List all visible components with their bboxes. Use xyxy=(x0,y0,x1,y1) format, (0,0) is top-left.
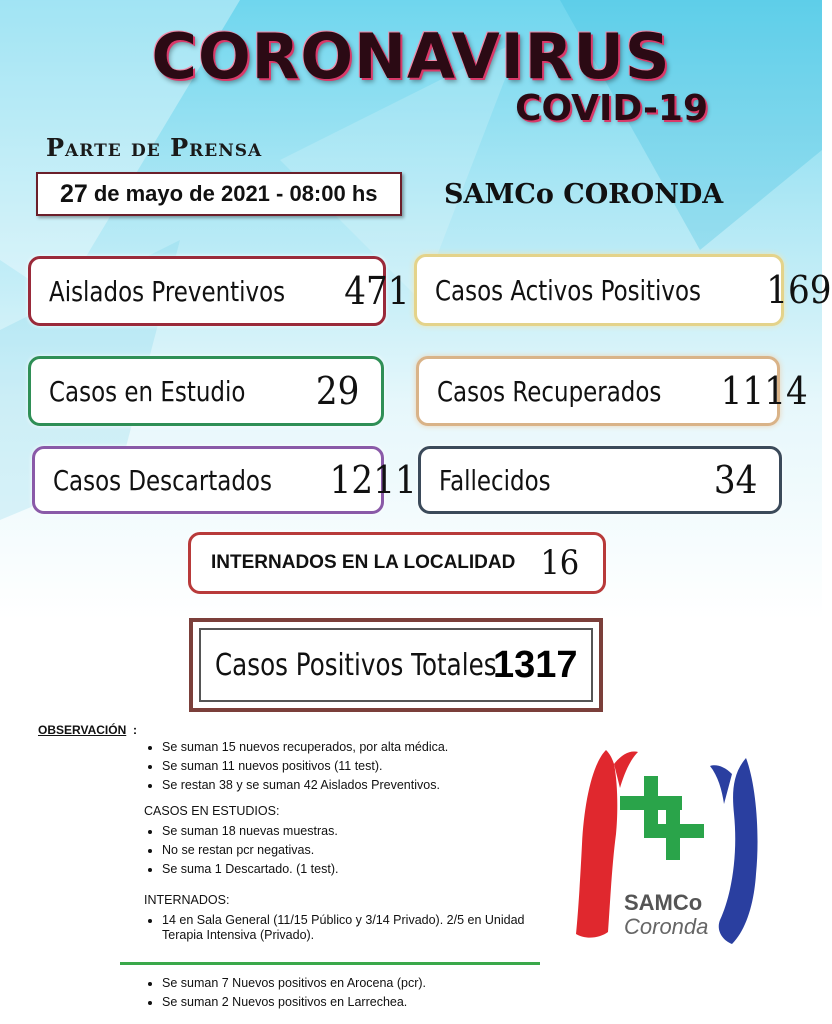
estudios-heading: CASOS EN ESTUDIOS: xyxy=(144,804,280,818)
green-cross-icon xyxy=(620,776,704,860)
date-text: de mayo de 2021 - 08:00 hs xyxy=(93,181,378,206)
descartados-card xyxy=(32,446,417,514)
logo-subtitle: Coronda xyxy=(624,914,709,939)
descartados-label: Casos Descartados xyxy=(53,463,272,497)
note-item: • Se restan 38 y se suman 42 Aislados Preventivos. xyxy=(162,778,540,793)
section-divider xyxy=(120,962,540,965)
fallecidos-value: 34 xyxy=(713,458,757,502)
note-item: • Se suman 7 Nuevos positivos en Arocena (pcr). xyxy=(162,976,540,991)
red-hand-icon xyxy=(576,750,617,938)
activos-card xyxy=(414,254,832,326)
note-item: • Se suman 15 nuevos recuperados, por alta médica. xyxy=(162,740,540,755)
observation-title: OBSERVACIÓN xyxy=(38,723,127,737)
activos-value: 169 xyxy=(766,268,832,312)
aislados-value: 471 xyxy=(344,269,410,313)
internados-value: 16 xyxy=(540,543,579,583)
aislados-label: Aislados Preventivos xyxy=(49,274,286,308)
aislados-card xyxy=(28,256,410,326)
date-box xyxy=(36,172,402,216)
logo-name: SAMCo xyxy=(624,890,703,915)
page-title: CORONAVIRUS xyxy=(151,20,671,93)
estudio-card xyxy=(28,356,384,426)
recuperados-value: 1114 xyxy=(720,369,808,413)
totales-inner-frame xyxy=(199,628,593,702)
totales-card xyxy=(189,618,603,712)
internados-label: INTERNADOS EN LA LOCALIDAD xyxy=(211,552,516,573)
totales-label: Casos Positivos Totales xyxy=(215,647,497,683)
note-item: • No se restan pcr negativas. xyxy=(162,843,540,858)
note-item: • Se suman 18 nuevas muestras. xyxy=(162,824,540,839)
page-subtitle: COVID-19 xyxy=(515,88,708,129)
extra-notes xyxy=(140,976,540,1014)
note-item: • Se suma 1 Descartado. (1 test). xyxy=(162,862,540,877)
internados-heading: INTERNADOS: xyxy=(144,893,230,907)
general-notes xyxy=(140,740,540,797)
descartados-value: 1211 xyxy=(329,458,417,502)
estudio-label: Casos en Estudio xyxy=(49,374,246,408)
estudio-value: 29 xyxy=(315,369,359,413)
note-item: • 14 en Sala General (11/15 Público y 3/14 Privado). 2/5 en Unidad Terapia Intensiva (Privado). xyxy=(162,913,540,943)
internados-notes xyxy=(140,893,540,947)
activos-label: Casos Activos Positivos xyxy=(435,273,701,307)
estudios-notes xyxy=(140,804,540,881)
totales-value: 1317 xyxy=(493,643,578,686)
organization-name: SAMCo CORONDA xyxy=(444,179,724,210)
press-label: Parte de Prensa xyxy=(46,133,263,162)
observation-colon: : xyxy=(133,723,137,737)
date-day: 27 xyxy=(60,179,88,208)
fallecidos-card xyxy=(418,446,782,514)
fallecidos-label: Fallecidos xyxy=(439,463,551,497)
internados-card xyxy=(188,532,606,594)
note-item: • Se suman 2 Nuevos positivos en Larrechea. xyxy=(162,995,540,1010)
note-item: • Se suman 11 nuevos positivos (11 test). xyxy=(162,759,540,774)
recuperados-card xyxy=(416,356,808,426)
recuperados-label: Casos Recuperados xyxy=(437,374,662,408)
